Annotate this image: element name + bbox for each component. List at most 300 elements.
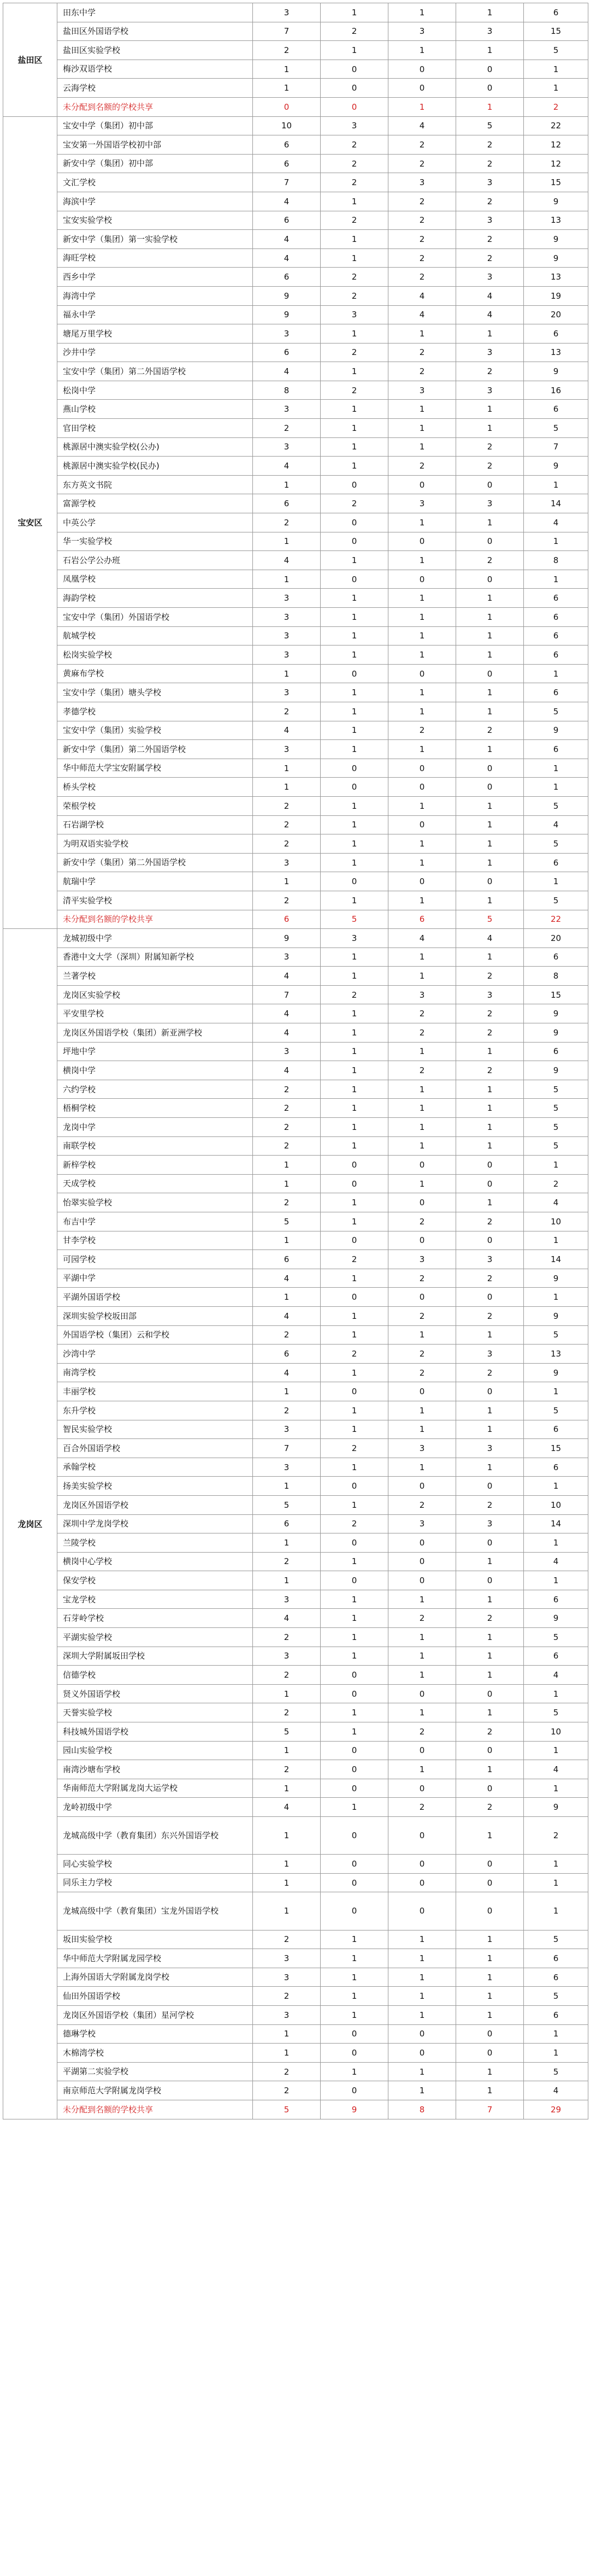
quota-total: 20 — [524, 929, 588, 948]
table-row — [3, 646, 588, 665]
quota-total: 9 — [524, 192, 588, 211]
quota-value: 0 — [321, 532, 388, 551]
school-name: 龙岗区实验学校 — [57, 985, 253, 1004]
school-name: 德琳学校 — [57, 2024, 253, 2044]
quota-value: 4 — [456, 286, 524, 305]
quota-value: 1 — [321, 419, 388, 438]
shared-quota-row — [3, 97, 588, 116]
quota-value: 1 — [388, 1647, 456, 1666]
school-name: 新安中学（集团）第二外国语学校 — [57, 740, 253, 759]
quota-total: 1 — [524, 1533, 588, 1553]
quota-value: 2 — [388, 343, 456, 362]
quota-total: 5 — [524, 1401, 588, 1420]
quota-value: 3 — [253, 646, 321, 665]
quota-total: 13 — [524, 211, 588, 230]
quota-value: 2 — [388, 1609, 456, 1628]
quota-value: 2 — [253, 1193, 321, 1212]
quota-value: 4 — [253, 230, 321, 249]
school-name: 华南师范大学附属龙岗大运学校 — [57, 1779, 253, 1798]
table-row — [3, 929, 588, 948]
quota-total: 15 — [524, 173, 588, 192]
table-row — [3, 1288, 588, 1307]
quota-value: 1 — [253, 2024, 321, 2044]
quota-value: 3 — [253, 1458, 321, 1477]
quota-value: 0 — [321, 1760, 388, 1779]
quota-value: 5 — [253, 1722, 321, 1742]
table-row — [3, 1174, 588, 1193]
quota-value: 2 — [253, 815, 321, 834]
school-name: 坂田实验学校 — [57, 1930, 253, 1949]
quota-table-body — [3, 3, 588, 2119]
quota-total: 19 — [524, 286, 588, 305]
quota-total: 9 — [524, 1023, 588, 1043]
quota-value: 1 — [321, 1118, 388, 1137]
quota-value: 0 — [321, 1666, 388, 1685]
quota-value: 0 — [456, 2044, 524, 2063]
quota-value: 3 — [253, 1042, 321, 1061]
quota-value: 2 — [253, 891, 321, 910]
quota-value: 2 — [456, 1004, 524, 1023]
quota-value: 0 — [456, 79, 524, 98]
quota-value: 1 — [321, 721, 388, 740]
quota-value: 2 — [456, 1609, 524, 1628]
school-name: 石岩湖学校 — [57, 815, 253, 834]
table-row — [3, 1987, 588, 2006]
quota-total: 7 — [524, 437, 588, 457]
quota-value: 1 — [388, 2062, 456, 2081]
quota-value: 1 — [388, 1080, 456, 1099]
quota-value: 1 — [321, 1023, 388, 1043]
quota-value: 1 — [321, 1552, 388, 1571]
quota-value: 0 — [456, 664, 524, 683]
quota-total: 6 — [524, 948, 588, 967]
quota-value: 1 — [321, 1628, 388, 1647]
quota-value: 2 — [388, 1345, 456, 1364]
quota-value: 0 — [321, 1684, 388, 1703]
quota-value: 1 — [456, 1325, 524, 1345]
quota-value: 4 — [253, 248, 321, 268]
school-name: 宝安中学（集团）塘头学校 — [57, 683, 253, 702]
shared-quota-row — [3, 910, 588, 929]
quota-value: 4 — [253, 457, 321, 476]
quota-value: 0 — [388, 1382, 456, 1401]
table-row — [3, 1968, 588, 1987]
table-row — [3, 475, 588, 494]
quota-value: 3 — [253, 2005, 321, 2024]
school-name: 塘尾万里学校 — [57, 324, 253, 344]
school-name: 龙城高级中学（教育集团）宝龙外国语学校 — [57, 1892, 253, 1930]
table-row — [3, 79, 588, 98]
quota-value: 7 — [253, 1439, 321, 1458]
quota-total: 10 — [524, 1722, 588, 1742]
table-row — [3, 1798, 588, 1817]
quota-value: 1 — [456, 626, 524, 646]
quota-value: 1 — [321, 948, 388, 967]
school-name: 龙岗区外国语学校（集团）新亚洲学校 — [57, 1023, 253, 1043]
quota-total: 14 — [524, 1514, 588, 1533]
quota-value: 1 — [253, 2044, 321, 2063]
quota-value: 2 — [253, 1987, 321, 2006]
school-name: 南京师范大学附属龙岗学校 — [57, 2081, 253, 2100]
quota-value: 4 — [253, 551, 321, 570]
quota-value: 1 — [253, 1855, 321, 1874]
quota-value: 1 — [456, 97, 524, 116]
table-row — [3, 362, 588, 381]
quota-value: 0 — [321, 1174, 388, 1193]
quota-value: 1 — [321, 1042, 388, 1061]
quota-value: 1 — [253, 664, 321, 683]
quota-value: 1 — [321, 1987, 388, 2006]
quota-value: 1 — [388, 2005, 456, 2024]
quota-value: 0 — [388, 778, 456, 797]
quota-value: 1 — [321, 1269, 388, 1288]
quota-total: 5 — [524, 1099, 588, 1118]
quota-value: 2 — [321, 22, 388, 41]
district-name: 龙岗区 — [3, 929, 57, 2119]
school-name: 仙田外国语学校 — [57, 1987, 253, 2006]
quota-total: 9 — [524, 1609, 588, 1628]
table-row — [3, 1949, 588, 1968]
quota-value: 2 — [456, 1798, 524, 1817]
quota-value: 0 — [388, 1156, 456, 1175]
quota-total: 8 — [524, 551, 588, 570]
school-name: 海湾中学 — [57, 286, 253, 305]
quota-value: 1 — [388, 1042, 456, 1061]
quota-table — [3, 3, 588, 2119]
table-row — [3, 1250, 588, 1269]
table-row — [3, 268, 588, 287]
quota-value: 1 — [388, 1949, 456, 1968]
quota-value: 1 — [388, 1590, 456, 1609]
quota-value: 0 — [321, 2044, 388, 2063]
quota-value: 1 — [253, 1174, 321, 1193]
quota-value: 2 — [321, 381, 388, 400]
quota-value: 0 — [388, 664, 456, 683]
quota-value: 3 — [253, 324, 321, 344]
quota-value: 1 — [321, 1099, 388, 1118]
quota-value: 2 — [388, 1306, 456, 1325]
quota-value: 2 — [253, 1930, 321, 1949]
school-name: 怡翠实验学校 — [57, 1193, 253, 1212]
quota-value: 6 — [253, 343, 321, 362]
quota-value: 1 — [388, 3, 456, 22]
school-name: 沙井中学 — [57, 343, 253, 362]
table-row — [3, 41, 588, 60]
school-name: 为明双语实验学校 — [57, 834, 253, 854]
quota-value: 1 — [456, 853, 524, 872]
quota-total: 5 — [524, 1987, 588, 2006]
quota-value: 1 — [456, 1628, 524, 1647]
quota-value: 1 — [388, 324, 456, 344]
school-name: 新安中学（集团）第一实验学校 — [57, 230, 253, 249]
quota-value: 2 — [456, 1722, 524, 1742]
quota-value: 0 — [321, 1741, 388, 1760]
school-name: 福永中学 — [57, 305, 253, 324]
quota-value: 1 — [388, 400, 456, 419]
quota-value: 2 — [321, 494, 388, 513]
table-row — [3, 154, 588, 173]
table-row — [3, 1873, 588, 1892]
quota-value: 9 — [253, 286, 321, 305]
quota-value: 1 — [388, 853, 456, 872]
quota-value: 0 — [456, 1892, 524, 1930]
quota-value: 1 — [388, 1136, 456, 1156]
quota-value: 0 — [456, 1231, 524, 1250]
quota-value: 1 — [388, 891, 456, 910]
quota-value: 1 — [321, 1647, 388, 1666]
quota-total: 1 — [524, 2044, 588, 2063]
quota-total: 13 — [524, 268, 588, 287]
school-name: 梧桐学校 — [57, 1099, 253, 1118]
quota-value: 1 — [321, 551, 388, 570]
quota-value: 1 — [456, 891, 524, 910]
school-name: 石芽岭学校 — [57, 1609, 253, 1628]
quota-value: 4 — [253, 1004, 321, 1023]
quota-value: 4 — [253, 192, 321, 211]
quota-total: 5 — [524, 796, 588, 815]
school-name: 宝龙学校 — [57, 1590, 253, 1609]
quota-value: 2 — [388, 192, 456, 211]
quota-total: 4 — [524, 1193, 588, 1212]
quota-total: 1 — [524, 1779, 588, 1798]
quota-value: 1 — [321, 1401, 388, 1420]
table-row — [3, 1779, 588, 1798]
school-name: 贤义外国语学校 — [57, 1684, 253, 1703]
quota-value: 1 — [321, 457, 388, 476]
quota-value: 1 — [456, 2062, 524, 2081]
quota-value: 2 — [388, 248, 456, 268]
shared-quota-row — [3, 2100, 588, 2119]
quota-value: 0 — [388, 475, 456, 494]
quota-value: 1 — [253, 1684, 321, 1703]
school-name: 外国语学校（集团）云和学校 — [57, 1325, 253, 1345]
quota-value: 2 — [253, 1080, 321, 1099]
school-name: 黄麻布学校 — [57, 664, 253, 683]
quota-value: 4 — [253, 1023, 321, 1043]
quota-total: 5 — [524, 1930, 588, 1949]
quota-value: 1 — [321, 1212, 388, 1231]
quota-value: 7 — [456, 2100, 524, 2119]
quota-value: 6 — [253, 910, 321, 929]
quota-value: 3 — [456, 1250, 524, 1269]
quota-value: 0 — [388, 2024, 456, 2044]
quota-value: 0 — [456, 1174, 524, 1193]
quota-value: 0 — [456, 1779, 524, 1798]
school-name: 同心实验学校 — [57, 1855, 253, 1874]
quota-total: 9 — [524, 1363, 588, 1382]
quota-value: 4 — [456, 305, 524, 324]
quota-value: 3 — [456, 494, 524, 513]
quota-value: 3 — [253, 1968, 321, 1987]
table-row — [3, 1684, 588, 1703]
quota-value: 1 — [456, 1193, 524, 1212]
table-row — [3, 1892, 588, 1930]
quota-total: 2 — [524, 1817, 588, 1855]
quota-value: 1 — [388, 1760, 456, 1779]
quota-total: 8 — [524, 967, 588, 986]
quota-total: 1 — [524, 475, 588, 494]
school-name: 凤凰学校 — [57, 570, 253, 589]
table-row — [3, 457, 588, 476]
quota-total: 6 — [524, 2005, 588, 2024]
quota-value: 2 — [456, 135, 524, 155]
quota-value: 0 — [388, 1684, 456, 1703]
quota-value: 1 — [388, 1420, 456, 1439]
school-name: 扬美实验学校 — [57, 1477, 253, 1496]
quota-total: 4 — [524, 1760, 588, 1779]
quota-value: 1 — [321, 3, 388, 22]
quota-total: 1 — [524, 872, 588, 891]
quota-total: 14 — [524, 494, 588, 513]
school-name: 松岗中学 — [57, 381, 253, 400]
table-row — [3, 1609, 588, 1628]
quota-value: 3 — [456, 173, 524, 192]
table-row — [3, 22, 588, 41]
quota-value: 2 — [253, 2062, 321, 2081]
quota-value: 0 — [388, 79, 456, 98]
school-name: 智民实验学校 — [57, 1420, 253, 1439]
table-row — [3, 778, 588, 797]
quota-value: 2 — [253, 1099, 321, 1118]
quota-value: 0 — [388, 1741, 456, 1760]
quota-total: 4 — [524, 513, 588, 532]
quota-value: 1 — [456, 1080, 524, 1099]
quota-value: 1 — [321, 702, 388, 721]
quota-total: 4 — [524, 2081, 588, 2100]
quota-value: 1 — [253, 1779, 321, 1798]
school-name: 可园学校 — [57, 1250, 253, 1269]
quota-total: 5 — [524, 419, 588, 438]
quota-value: 2 — [253, 702, 321, 721]
school-name: 中英公学 — [57, 513, 253, 532]
table-row — [3, 721, 588, 740]
quota-total: 12 — [524, 135, 588, 155]
quota-value: 1 — [456, 3, 524, 22]
quota-value: 2 — [388, 457, 456, 476]
table-row — [3, 1477, 588, 1496]
school-name: 丰丽学校 — [57, 1382, 253, 1401]
quota-value: 0 — [456, 532, 524, 551]
quota-value: 1 — [388, 1174, 456, 1193]
table-row — [3, 1703, 588, 1722]
quota-value: 0 — [321, 570, 388, 589]
quota-total: 1 — [524, 1855, 588, 1874]
school-name: 沙湾中学 — [57, 1345, 253, 1364]
quota-value: 2 — [321, 268, 388, 287]
quota-value: 1 — [321, 608, 388, 627]
table-row — [3, 1156, 588, 1175]
quota-total: 9 — [524, 721, 588, 740]
school-name: 深圳大学附属坂田学校 — [57, 1647, 253, 1666]
table-row — [3, 135, 588, 155]
quota-value: 1 — [253, 1741, 321, 1760]
table-row — [3, 1647, 588, 1666]
quota-value: 7 — [253, 173, 321, 192]
quota-value: 0 — [388, 1779, 456, 1798]
quota-value: 2 — [253, 1628, 321, 1647]
quota-value: 3 — [456, 22, 524, 41]
quota-total: 12 — [524, 154, 588, 173]
quota-value: 0 — [321, 1779, 388, 1798]
school-name: 天誉实验学校 — [57, 1703, 253, 1722]
quota-value: 5 — [321, 910, 388, 929]
quota-total: 9 — [524, 1269, 588, 1288]
quota-value: 1 — [456, 419, 524, 438]
table-row — [3, 1269, 588, 1288]
quota-value: 1 — [321, 796, 388, 815]
quota-value: 1 — [388, 2081, 456, 2100]
quota-total: 1 — [524, 1571, 588, 1590]
quota-value: 1 — [456, 683, 524, 702]
quota-value: 1 — [321, 1193, 388, 1212]
quota-value: 2 — [456, 192, 524, 211]
quota-value: 0 — [388, 570, 456, 589]
quota-total: 4 — [524, 1552, 588, 1571]
quota-value: 2 — [388, 211, 456, 230]
quota-value: 1 — [456, 948, 524, 967]
quota-value: 0 — [321, 513, 388, 532]
table-row — [3, 1363, 588, 1382]
table-row — [3, 116, 588, 135]
quota-value: 4 — [388, 116, 456, 135]
quota-value: 4 — [253, 967, 321, 986]
quota-value: 0 — [321, 79, 388, 98]
quota-value: 1 — [321, 248, 388, 268]
quota-total: 1 — [524, 1156, 588, 1175]
quota-value: 1 — [456, 1666, 524, 1685]
quota-value: 3 — [253, 683, 321, 702]
table-row — [3, 3, 588, 22]
quota-total: 1 — [524, 759, 588, 778]
school-name: 桥头学校 — [57, 778, 253, 797]
quota-value: 2 — [456, 1212, 524, 1231]
table-row — [3, 381, 588, 400]
quota-value: 1 — [321, 1722, 388, 1742]
table-row — [3, 305, 588, 324]
quota-value: 1 — [388, 948, 456, 967]
quota-total: 1 — [524, 1684, 588, 1703]
table-row — [3, 872, 588, 891]
table-row — [3, 173, 588, 192]
table-row — [3, 1042, 588, 1061]
quota-value: 3 — [253, 437, 321, 457]
school-name: 深圳实验学校坂田部 — [57, 1306, 253, 1325]
quota-value: 1 — [456, 796, 524, 815]
table-row — [3, 1420, 588, 1439]
quota-value: 1 — [388, 1703, 456, 1722]
table-row — [3, 513, 588, 532]
quota-value: 2 — [456, 1269, 524, 1288]
quota-value: 3 — [456, 1345, 524, 1364]
quota-value: 2 — [456, 551, 524, 570]
quota-value: 1 — [321, 1325, 388, 1345]
quota-value: 1 — [321, 41, 388, 60]
quota-value: 0 — [388, 1193, 456, 1212]
table-row — [3, 1345, 588, 1364]
school-name: 盐田区实验学校 — [57, 41, 253, 60]
quota-value: 1 — [253, 1892, 321, 1930]
quota-value: 0 — [456, 759, 524, 778]
table-row — [3, 532, 588, 551]
quota-value: 0 — [321, 1571, 388, 1590]
table-row — [3, 1533, 588, 1553]
quota-value: 2 — [253, 1136, 321, 1156]
quota-value: 2 — [456, 248, 524, 268]
quota-value: 1 — [321, 324, 388, 344]
school-name: 宝安中学（集团）外国语学校 — [57, 608, 253, 627]
quota-value: 0 — [321, 1382, 388, 1401]
quota-value: 6 — [388, 910, 456, 929]
